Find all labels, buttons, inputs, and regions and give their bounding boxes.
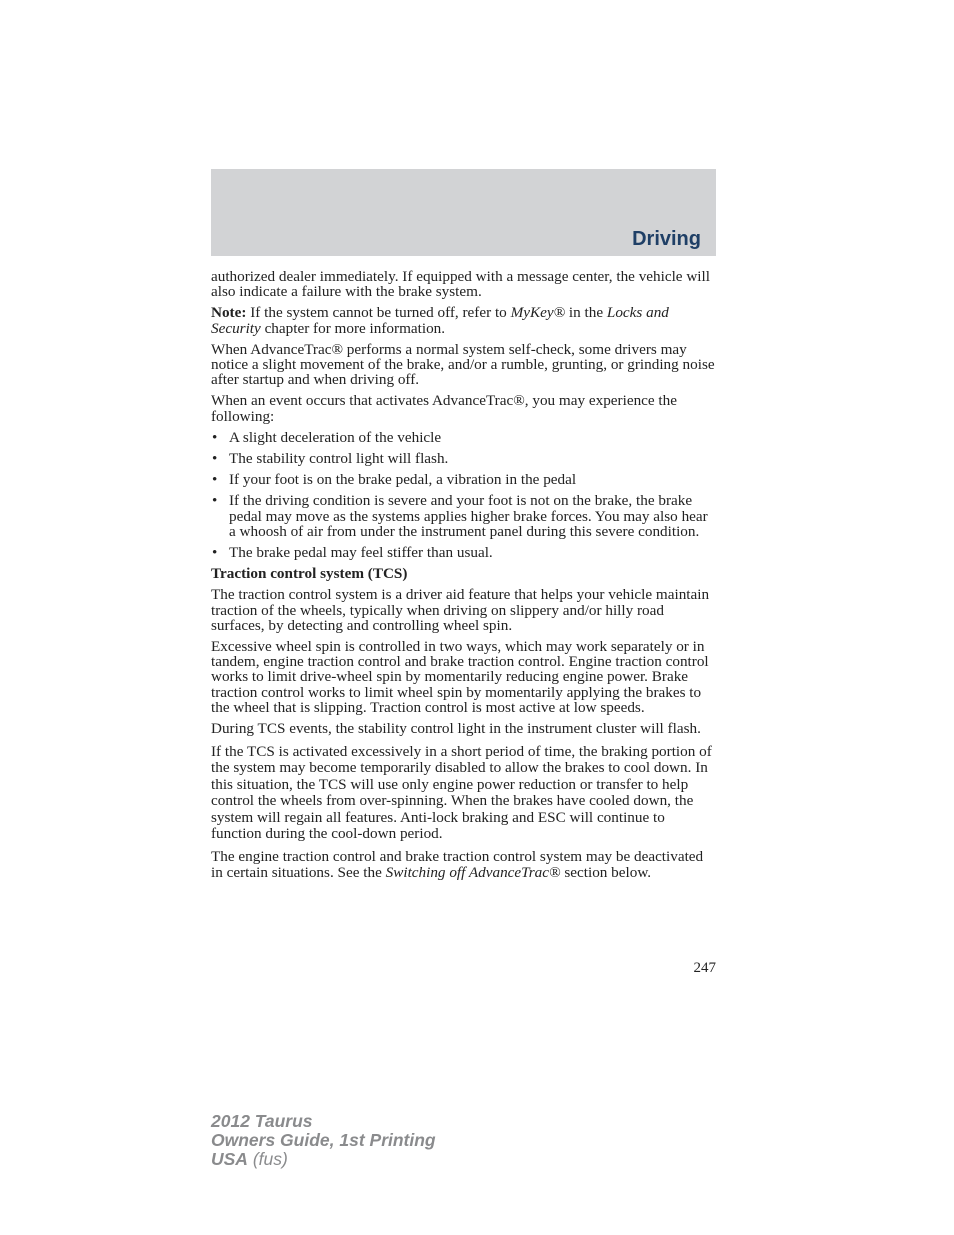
list-item-text: If the driving condition is severe and your foot is not on the brake, the brake pedal may move as the systems applies higher brake forces. You may also hear a whoosh of air from under the instrument panel during this severe condition.	[229, 492, 708, 540]
list-item	[211, 472, 717, 487]
footer-line	[211, 1150, 436, 1169]
list-item-text: The brake pedal may feel stiffer than usual.	[229, 544, 493, 562]
list-item	[211, 493, 717, 539]
paragraph: If the TCS is activated excessively in a short period of time, the braking portion of the system may become temporarily disabled to allow the brakes to cool down. In this situation, the TCS will use only engine power reduction or transfer to help control the wheels from over-spinning. When the brakes have cooled down, the system will regain all features. Anti-lock braking and ESC will continue to function during the cool-down period.	[211, 742, 712, 843]
bullet-icon: •	[212, 450, 218, 468]
note-label: Note:	[211, 304, 247, 322]
paragraph: When an event occurs that activates AdvanceTrac®, you may experience the following:	[211, 392, 677, 425]
footer-line: 2012 Taurus	[211, 1111, 313, 1131]
page-number: 247	[693, 960, 716, 976]
note-text: in the	[565, 304, 607, 322]
list-item	[211, 545, 717, 560]
list-item-text: If your foot is on the brake pedal, a vibration in the pedal	[229, 471, 577, 489]
bullet-icon: •	[212, 428, 218, 446]
paragraph	[211, 849, 717, 882]
bullet-icon: •	[212, 544, 218, 562]
section-header-band	[211, 169, 716, 256]
note-paragraph	[211, 305, 717, 335]
bullet-icon: •	[212, 471, 218, 489]
footer-imprint	[211, 1112, 436, 1169]
bullet-icon: •	[212, 492, 218, 510]
paragraph: Excessive wheel spin is controlled in two ways, which may work separately or in tandem, engine traction control and brake traction control. Engine traction control works to limit drive-wheel spin by momentarily reducing engine power. Brake traction control works to limit wheel spin by momentarily applying the brakes to the wheel that is slipping. Traction control is most active at low speeds.	[211, 638, 709, 716]
subsection-heading: Traction control system (TCS)	[211, 565, 408, 583]
footer-region-code: (fus)	[247, 1149, 288, 1169]
paragraph-text: section below.	[560, 864, 652, 882]
bullet-list	[211, 430, 717, 560]
note-text: chapter for more information.	[260, 319, 446, 337]
chapter-reference: Locks and Security	[211, 304, 669, 337]
footer-region: USA	[211, 1149, 248, 1169]
page-body	[211, 269, 717, 888]
section-reference: Switching off AdvanceTrac®	[385, 864, 561, 882]
footer-line: Owners Guide, 1st Printing	[211, 1130, 436, 1150]
mykey-reference: MyKey®	[510, 304, 566, 322]
paragraph: When AdvanceTrac® performs a normal system self-check, some drivers may notice a slight movement of the brake, and/or a rumble, grunting, or grinding noise after startup and when driving off.	[211, 340, 715, 389]
paragraph: During TCS events, the stability control light in the instrument cluster will flash.	[211, 720, 701, 738]
list-item-text: A slight deceleration of the vehicle	[229, 428, 442, 446]
paragraph: The traction control system is a driver aid feature that helps your vehicle maintain traction of the wheels, typically when driving on slippery and/or hilly road surfaces, by detecting and controlling wheel spin.	[211, 586, 710, 634]
paragraph: authorized dealer immediately. If equipped with a message center, the vehicle will also indicate a failure with the brake system.	[211, 268, 710, 301]
section-title: Driving	[632, 228, 701, 250]
paragraph-text: The engine traction control and brake traction control system may be deactivated in certain situations. See the	[211, 847, 704, 882]
list-item	[211, 451, 717, 466]
list-item-text: The stability control light will flash.	[229, 450, 449, 468]
list-item	[211, 430, 717, 445]
note-text: If the system cannot be turned off, refer to	[246, 304, 511, 322]
